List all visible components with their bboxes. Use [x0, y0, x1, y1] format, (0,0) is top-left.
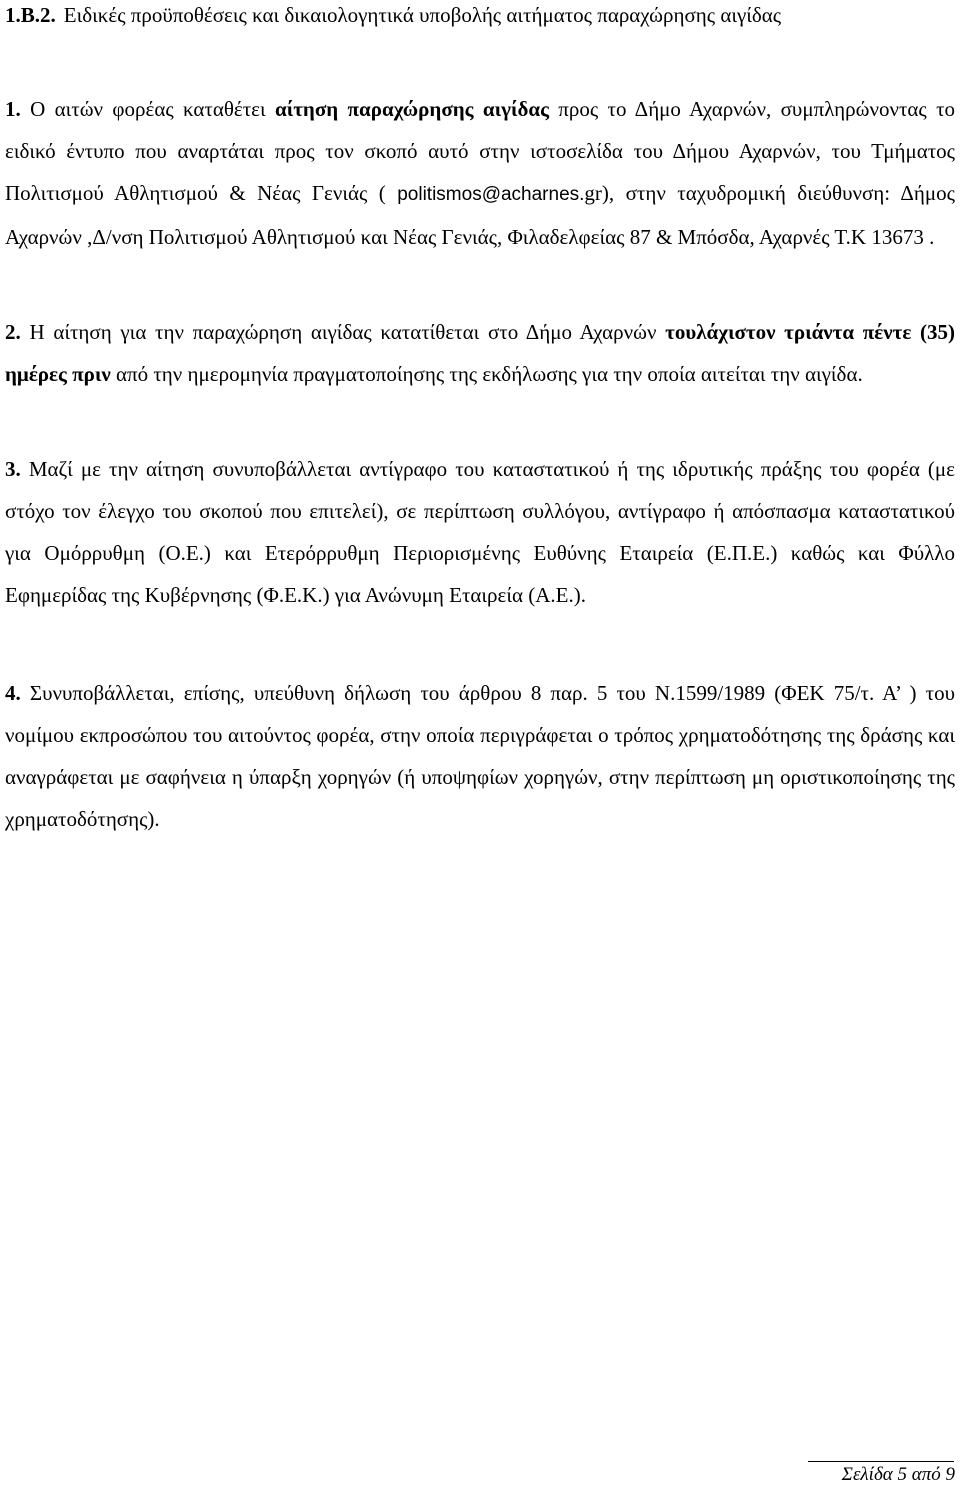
section-number: 1.Β.2.	[5, 3, 56, 27]
paragraph-1-text-b: προς το Δήμο Αχαρνών, συμπληρώνοντας το ειδικό έντυπο που αναρτάται προς τον σκοπό αυτό στην ιστοσελίδα του Δήμου Αχαρνών, του Τμήματος Πολιτισμού Αθλητισμού & Νέας Γενιάς (	[5, 97, 956, 205]
paragraph-1-bold: αίτηση παραχώρησης αιγίδας	[274, 97, 549, 121]
paragraph-4-text: Συνυποβάλλεται, επίσης, υπεύθυνη δήλωση του άρθρου 8 παρ. 5 του Ν.1599/1989 (ΦΕΚ 75/τ. Α’ ) του νομίμου εκπροσώπου του αιτούντος φορέα, στην οποία περιγράφεται ο τρόπος χρηματοδότησης της δράσης και αναγράφεται με σαφήνεια η ύπαρξη χορηγών (ή υποψηφίων χορηγών, στην περίπτωση μη οριστικοποίησης της χρηματοδότησης).	[5, 681, 955, 831]
section-heading	[5, 0, 955, 36]
paragraph-2-bold: τουλάχιστον τριάντα πέντε (35) ημέρες πριν	[5, 320, 955, 386]
paragraph-2-text-b: από την ημερομηνία πραγματοποίησης της εκδήλωσης για την οποία αιτείται την αιγίδα.	[110, 362, 863, 386]
footer-divider	[808, 1461, 954, 1462]
paragraph-3-number: 3.	[5, 457, 21, 481]
paragraph-4	[5, 672, 955, 840]
paragraph-1	[5, 88, 955, 258]
paragraph-2	[5, 311, 955, 395]
paragraph-4-number: 4.	[5, 681, 21, 705]
paragraph-1-text-c: gr), στην ταχυδρομική διεύθυνση: Δήμος Αχαρνών ,Δ/νση Πολιτισμού Αθλητισμού και Νέας Γενιάς, Φιλαδελφείας 87 & Μπόσδα, Αχαρνές Τ.Κ 13673 .	[5, 181, 955, 249]
paragraph-1-number: 1.	[5, 97, 21, 121]
paragraph-3-text: Μαζί με την αίτηση συνυποβάλλεται αντίγραφο του καταστατικού ή της ιδρυτικής πράξης του φορέα (με στόχο τον έλεγχο του σκοπού που επιτελεί), σε περίπτωση συλλόγου, αντίγραφο ή απόσπασμα καταστατικού για Ομόρρυθμη (Ο.Ε.) και Ετερόρρυθμη Περιορισμένης Ευθύνης Εταιρεία (Ε.Π.Ε.) καθώς και Φύλλο Εφημερίδας της Κυβέρνησης (Φ.Ε.Κ.) για Ανώνυμη Εταιρεία (Α.Ε.).	[5, 457, 955, 607]
page-number: Σελίδα 5 από 9	[841, 1464, 955, 1485]
paragraph-2-number: 2.	[5, 320, 21, 344]
section-title: Ειδικές προϋποθέσεις και δικαιολογητικά υποβολής αιτήματος παραχώρησης αιγίδας	[63, 3, 782, 27]
email-address: politismos@acharnes.	[397, 184, 585, 205]
paragraph-1-text-a: Ο αιτών φορέας καταθέτει	[20, 97, 275, 121]
paragraph-2-text-a: Η αίτηση για την παραχώρηση αιγίδας κατατίθεται στο Δήμο Αχαρνών	[20, 320, 666, 344]
document-page	[5, 0, 955, 1487]
paragraph-3	[5, 448, 955, 616]
